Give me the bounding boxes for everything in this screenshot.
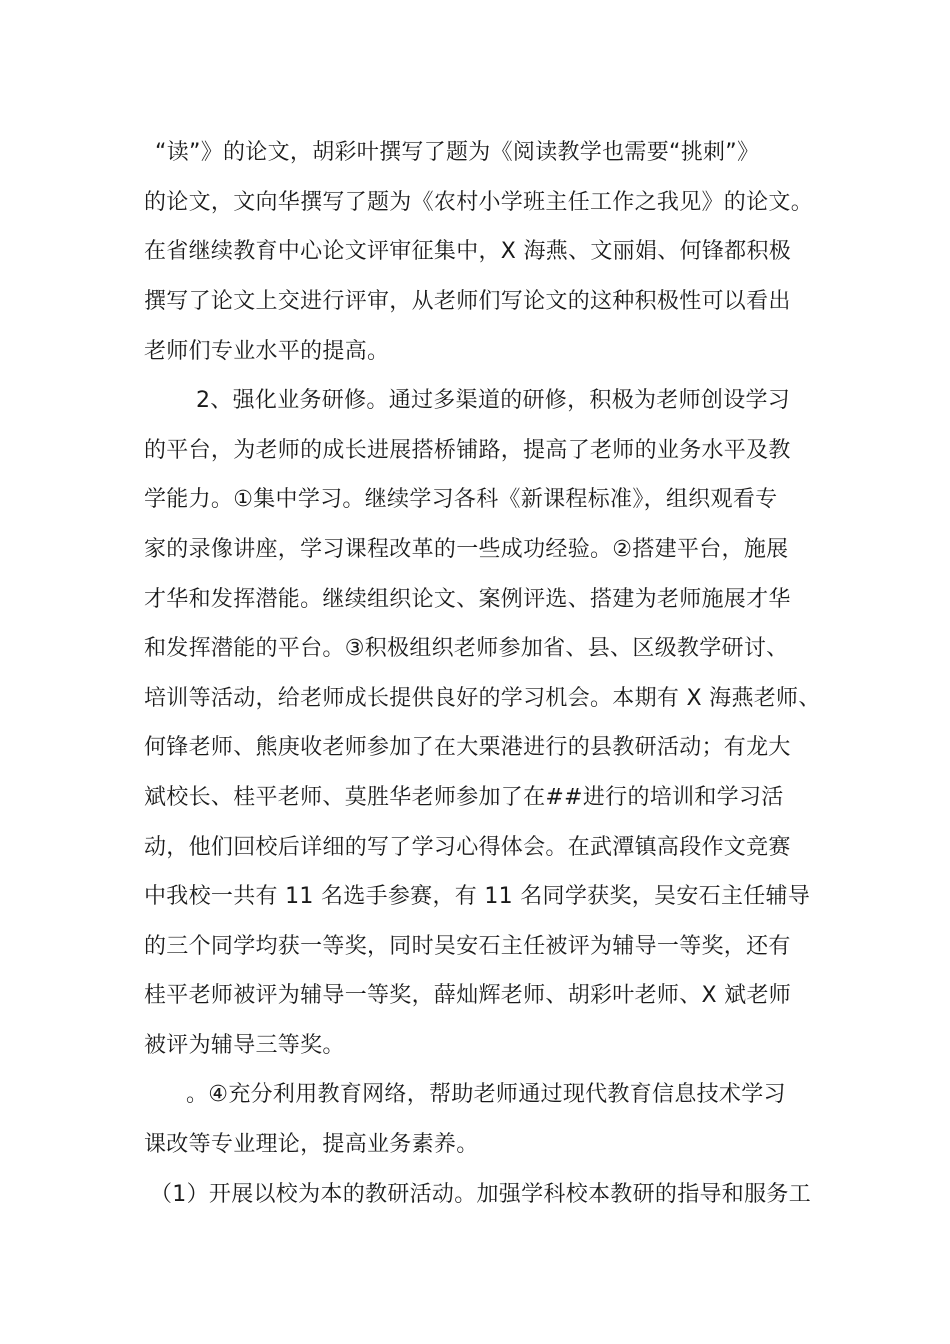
text-line: 斌校长、桂平老师、莫胜华老师参加了在##进行的培训和学习活: [144, 785, 784, 810]
text-line: “读”》的论文，胡彩叶撰写了题为《阅读教学也需要“挑刺”》: [155, 140, 760, 165]
text-line: 培训等活动，给老师成长提供良好的学习机会。本期有 X 海燕老师、: [144, 686, 821, 711]
text-line: 的三个同学均获一等奖，同时吴安石主任被评为辅导一等奖，还有: [144, 934, 791, 959]
text-line: 的论文，文向华撰写了题为《农村小学班主任工作之我见》的论文。: [144, 190, 814, 215]
text-line: 。④充分利用教育网络，帮助老师通过现代教育信息技术学习: [186, 1082, 786, 1107]
text-line: 2、强化业务研修。通过多渠道的研修，积极为老师创设学习: [196, 388, 791, 413]
text-line: 被评为辅导三等奖。: [144, 1033, 345, 1058]
text-line: 课改等专业理论，提高业务素养。: [144, 1132, 479, 1157]
text-line: 才华和发挥潜能。继续组织论文、案例评选、搭建为老师施展才华: [144, 587, 791, 612]
text-line: 撰写了论文上交进行评审，从老师们写论文的这种积极性可以看出: [144, 289, 791, 314]
text-line: 家的录像讲座，学习课程改革的一些成功经验。②搭建平台，施展: [144, 537, 789, 562]
text-line: 学能力。①集中学习。继续学习各科《新课程标准》，组织观看专: [144, 487, 778, 512]
text-line: 何锋老师、熊庚收老师参加了在大栗港进行的县教研活动；有龙大: [144, 735, 791, 760]
text-line: 和发挥潜能的平台。③积极组织老师参加省、县、区级教学研讨、: [144, 636, 789, 661]
text-line: （1）开展以校为本的教研活动。加强学科校本教研的指导和服务工: [150, 1182, 811, 1207]
text-line: 在省继续教育中心论文评审征集中，X 海燕、文丽娟、何锋都积极: [144, 239, 792, 264]
text-line: 的平台，为老师的成长进展搭桥铺路，提高了老师的业务水平及教: [144, 438, 791, 463]
text-line: 动，他们回校后详细的写了学习心得体会。在武潭镇高段作文竞赛: [144, 835, 791, 860]
text-line: 老师们专业水平的提高。: [144, 339, 390, 364]
text-line: 桂平老师被评为辅导一等奖，薛灿辉老师、胡彩叶老师、X 斌老师: [144, 983, 792, 1008]
text-line: 中我校一共有 11 名选手参赛，有 11 名同学获奖，吴安石主任辅导: [144, 884, 811, 909]
